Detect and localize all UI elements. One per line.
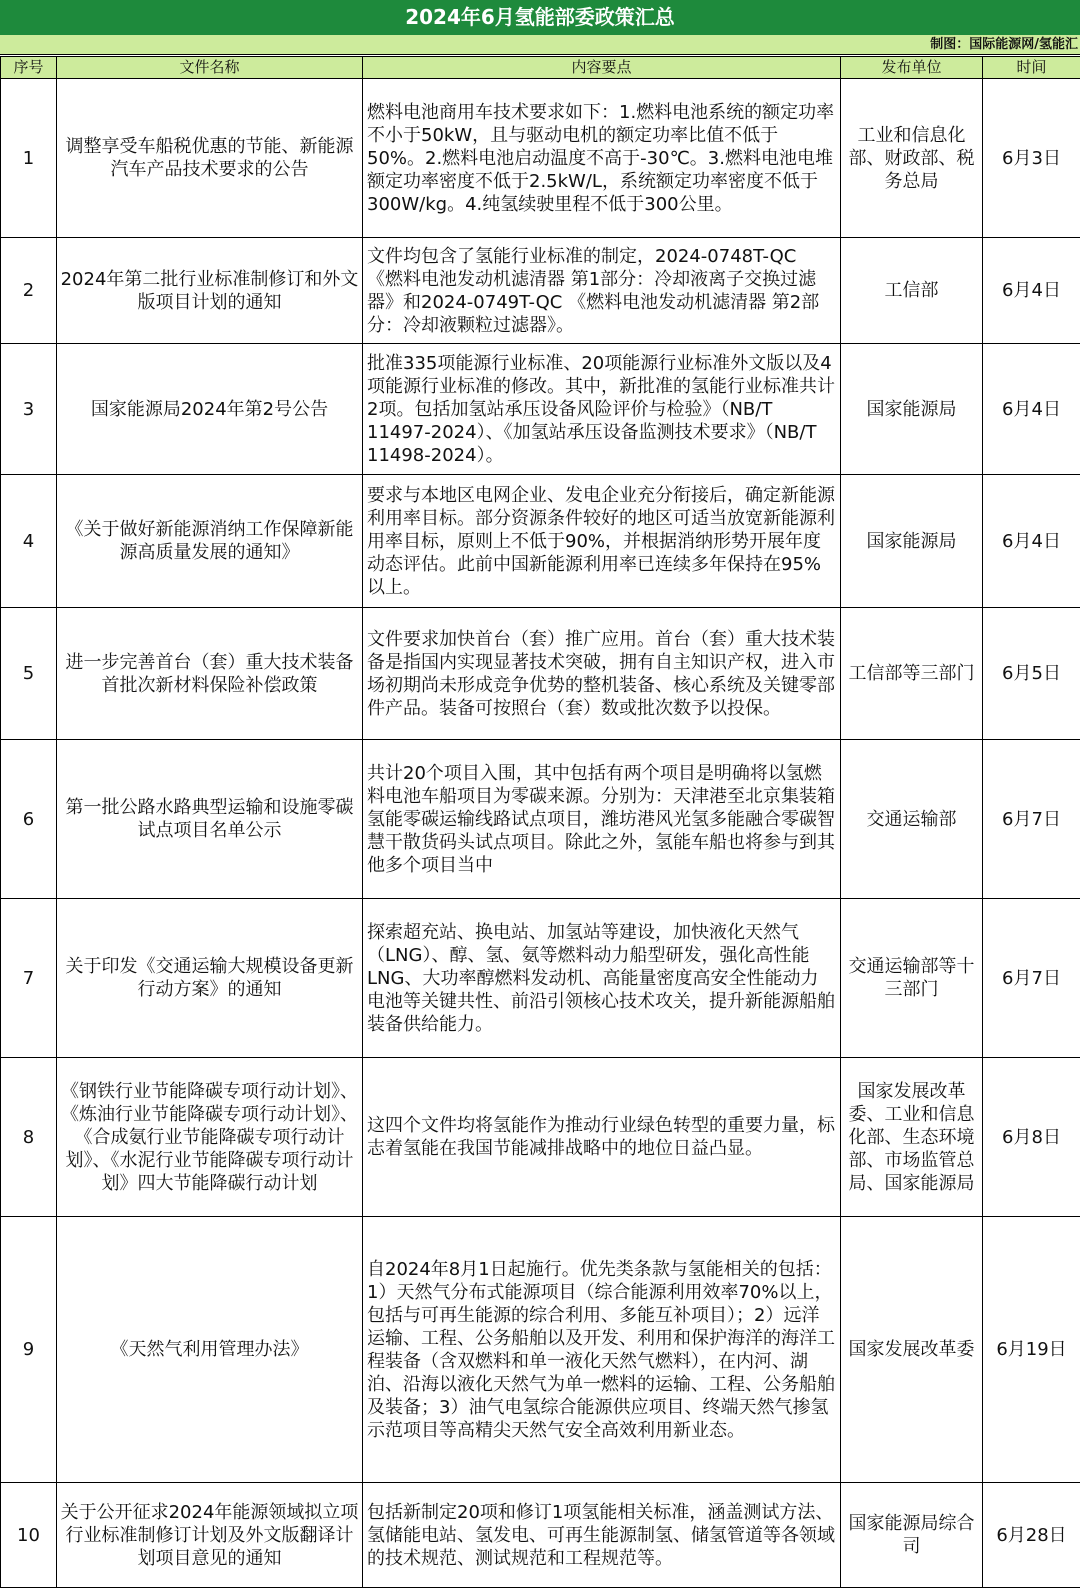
header-no: 序号 xyxy=(1,57,57,79)
row-no: 7 xyxy=(1,899,57,1058)
row-content: 自2024年8月1日起施行。优先类条款与氢能相关的包括：1）天然气分布式能源项目（综合能源利用效率70%以上，包括与可再生能源的综合利用、多能互补项目）；2）远洋运输、工程、公务船舶以及开发、利用和保护海洋的海洋工程装备（含双燃料和单一液化天然气燃料），在内河、湖泊、沿海以液化天然气为单一燃料的运输、工程、公务船舶及装备；3）油气电氢综合能源供应项目、终端天然气掺氢示范项目等高精尖天然气安全高效利用新业态。 xyxy=(363,1217,841,1483)
row-date: 6月4日 xyxy=(983,238,1080,344)
row-content: 文件要求加快首台（套）推广应用。首台（套）重大技术装备是指国内实现显著技术突破，拥有自主知识产权，进入市场初期尚未形成竞争优势的整机装备、核心系统及关键零部件产品。装备可按照台（套）数或批次数予以投保。 xyxy=(363,608,841,740)
row-date: 6月8日 xyxy=(983,1058,1080,1217)
row-name: 2024年第二批行业标准制修订和外文版项目计划的通知 xyxy=(57,238,363,344)
header-row xyxy=(1,57,1080,79)
row-no: 8 xyxy=(1,1058,57,1217)
row-no: 1 xyxy=(1,79,57,238)
row-no: 6 xyxy=(1,740,57,899)
table-row xyxy=(1,475,1080,608)
row-name: 进一步完善首台（套）重大技术装备首批次新材料保险补偿政策 xyxy=(57,608,363,740)
row-publisher: 工信部等三部门 xyxy=(841,608,983,740)
row-no: 4 xyxy=(1,475,57,608)
row-publisher: 国家发展改革委、工业和信息化部、生态环境部、市场监管总局、国家能源局 xyxy=(841,1058,983,1217)
row-date: 6月4日 xyxy=(983,344,1080,475)
row-publisher: 国家能源局 xyxy=(841,344,983,475)
row-name: 第一批公路水路典型运输和设施零碳试点项目名单公示 xyxy=(57,740,363,899)
table-row xyxy=(1,79,1080,238)
row-date: 6月5日 xyxy=(983,608,1080,740)
row-no: 3 xyxy=(1,344,57,475)
header-content: 内容要点 xyxy=(363,57,841,79)
row-no: 10 xyxy=(1,1483,57,1588)
table-row xyxy=(1,1217,1080,1483)
row-name: 关于印发《交通运输大规模设备更新行动方案》的通知 xyxy=(57,899,363,1058)
table-row xyxy=(1,899,1080,1058)
row-name: 调整享受车船税优惠的节能、新能源汽车产品技术要求的公告 xyxy=(57,79,363,238)
row-publisher: 国家能源局 xyxy=(841,475,983,608)
row-date: 6月3日 xyxy=(983,79,1080,238)
row-content: 包括新制定20项和修订1项氢能相关标准，涵盖测试方法、氢储能电站、氢发电、可再生能源制氢、储氢管道等各领域的技术规范、测试规范和工程规范等。 xyxy=(363,1483,841,1588)
row-date: 6月19日 xyxy=(983,1217,1080,1483)
row-content: 文件均包含了氢能行业标准的制定，2024-0748T-QC 《燃料电池发动机滤清器 第1部分：冷却液离子交换过滤器》和2024-0749T-QC 《燃料电池发动机滤清器 第2部分：冷却液颗粒过滤器》。 xyxy=(363,238,841,344)
row-date: 6月7日 xyxy=(983,899,1080,1058)
row-name: 国家能源局2024年第2号公告 xyxy=(57,344,363,475)
table-row xyxy=(1,608,1080,740)
row-content: 批准335项能源行业标准、20项能源行业标准外文版以及4项能源行业标准的修改。其中，新批准的氢能行业标准共计2项。包括加氢站承压设备风险评价与检验》（NB/T 11497-2024）、《加氢站承压设备监测技术要求》（NB/T 11498-2024）。 xyxy=(363,344,841,475)
row-date: 6月28日 xyxy=(983,1483,1080,1588)
row-publisher: 国家能源局综合司 xyxy=(841,1483,983,1588)
row-publisher: 工信部 xyxy=(841,238,983,344)
row-date: 6月4日 xyxy=(983,475,1080,608)
row-publisher: 交通运输部等十三部门 xyxy=(841,899,983,1058)
row-name: 《天然气利用管理办法》 xyxy=(57,1217,363,1483)
header-date: 时间 xyxy=(983,57,1080,79)
row-name: 《钢铁行业节能降碳专项行动计划》、《炼油行业节能降碳专项行动计划》、《合成氨行业节能降碳专项行动计划》、《水泥行业节能降碳专项行动计划》四大节能降碳行动计划 xyxy=(57,1058,363,1217)
row-publisher: 国家发展改革委 xyxy=(841,1217,983,1483)
row-no: 2 xyxy=(1,238,57,344)
credit-label: 制图：国际能源网/氢能汇 xyxy=(0,35,1080,55)
row-name: 《关于做好新能源消纳工作保障新能源高质量发展的通知》 xyxy=(57,475,363,608)
row-no: 5 xyxy=(1,608,57,740)
row-content: 燃料电池商用车技术要求如下：1.燃料电池系统的额定功率不小于50kW，且与驱动电机的额定功率比值不低于50%。2.燃料电池启动温度不高于-30℃。3.燃料电池电堆额定功率密度不低于2.5kW/L，系统额定功率密度不低于 300W/kg。4.纯氢续驶里程不低于300公里。 xyxy=(363,79,841,238)
header-publisher: 发布单位 xyxy=(841,57,983,79)
policy-table xyxy=(0,56,1080,1588)
header-name: 文件名称 xyxy=(57,57,363,79)
table-row xyxy=(1,1483,1080,1588)
row-content: 要求与本地区电网企业、发电企业充分衔接后，确定新能源利用率目标。部分资源条件较好的地区可适当放宽新能源利用率目标，原则上不低于90%，并根据消纳形势开展年度动态评估。此前中国新能源利用率已连续多年保持在95%以上。 xyxy=(363,475,841,608)
table-row xyxy=(1,740,1080,899)
row-content: 这四个文件均将氢能作为推动行业绿色转型的重要力量，标志着氢能在我国节能减排战略中的地位日益凸显。 xyxy=(363,1058,841,1217)
row-content: 探索超充站、换电站、加氢站等建设，加快液化天然气（LNG）、醇、氢、氨等燃料动力船型研发，强化高性能LNG、大功率醇燃料发动机、高能量密度高安全性能动力电池等关键共性、前沿引领核心技术攻关，提升新能源船舶装备供给能力。 xyxy=(363,899,841,1058)
row-publisher: 交通运输部 xyxy=(841,740,983,899)
table-row xyxy=(1,344,1080,475)
row-name: 关于公开征求2024年能源领域拟立项行业标准制修订计划及外文版翻译计划项目意见的通知 xyxy=(57,1483,363,1588)
page-title: 2024年6月氢能部委政策汇总 xyxy=(0,0,1080,36)
row-content: 共计20个项目入围，其中包括有两个项目是明确将以氢燃料电池车船项目为零碳来源。分别为：天津港至北京集装箱氢能零碳运输线路试点项目，潍坊港风光氢多能融合零碳智慧干散货码头试点项目。除此之外，氢能车船也将参与到其他多个项目当中 xyxy=(363,740,841,899)
row-no: 9 xyxy=(1,1217,57,1483)
row-publisher: 工业和信息化部、财政部、税务总局 xyxy=(841,79,983,238)
table-row xyxy=(1,1058,1080,1217)
row-date: 6月7日 xyxy=(983,740,1080,899)
table-row xyxy=(1,238,1080,344)
